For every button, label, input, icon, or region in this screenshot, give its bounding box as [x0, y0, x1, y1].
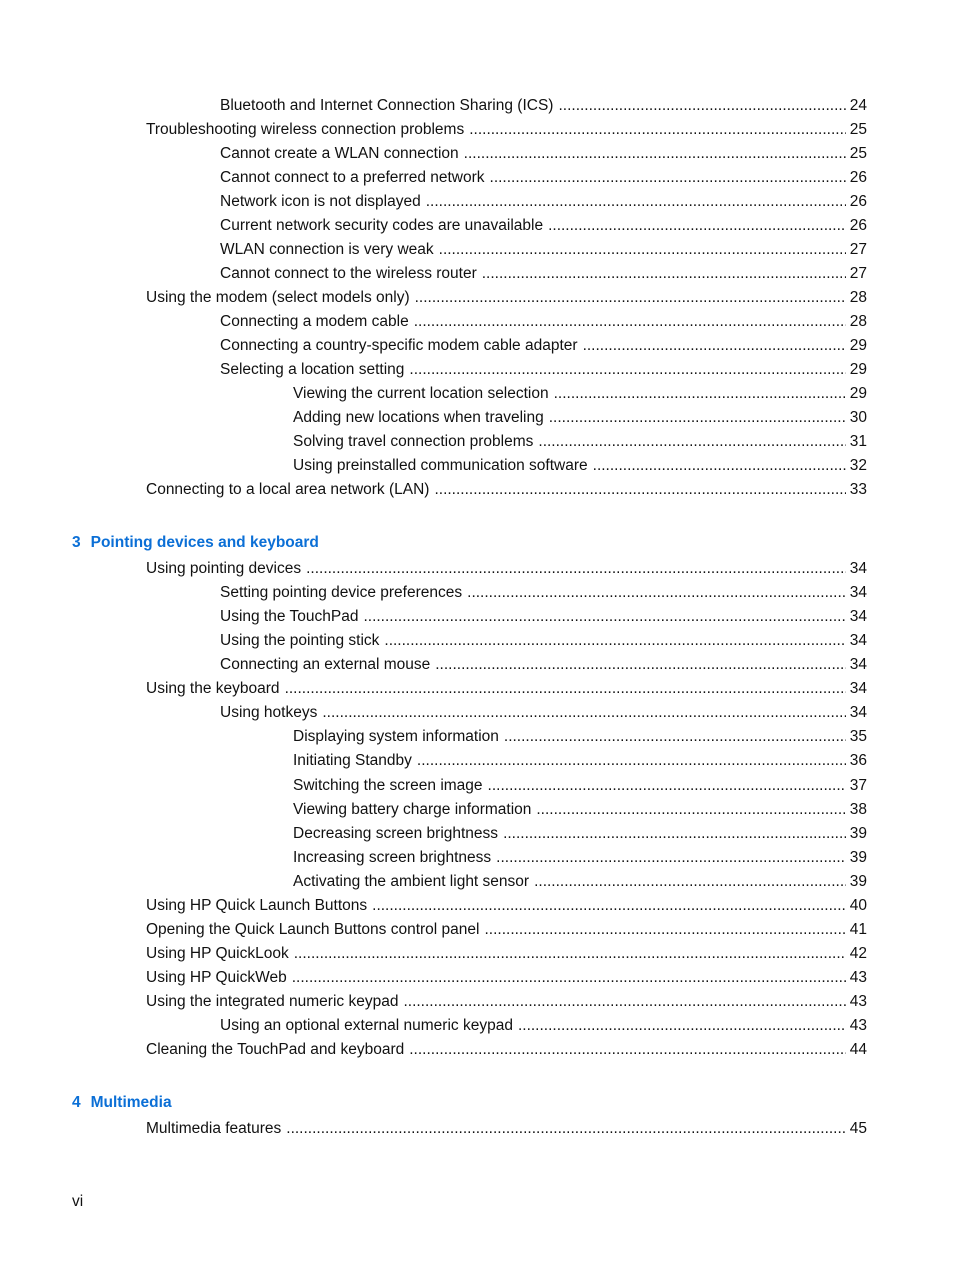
chapter-number: 4	[72, 1094, 81, 1111]
page-number: vi	[72, 1193, 84, 1210]
toc-entry-title: Cannot connect to the wireless router	[220, 265, 477, 282]
toc-entry-title: Using the integrated numeric keypad	[146, 993, 399, 1010]
toc-entry-page: 43	[849, 993, 867, 1010]
toc-entry[interactable]	[146, 480, 867, 500]
dot-leader	[434, 480, 845, 500]
toc-entry[interactable]	[293, 751, 867, 771]
toc-entry[interactable]	[293, 776, 867, 796]
toc-entry-page: 43	[849, 969, 867, 986]
toc-entry-title: Cleaning the TouchPad and keyboard	[146, 1041, 405, 1058]
toc-entry-page: 34	[849, 560, 867, 577]
toc-entry-page: 26	[849, 217, 867, 234]
toc-entry-title: Multimedia features	[146, 1120, 282, 1137]
dot-leader	[490, 168, 846, 188]
toc-entry-page: 31	[849, 433, 867, 450]
toc-entry[interactable]	[293, 408, 867, 428]
dot-leader	[488, 776, 846, 796]
dot-leader	[583, 336, 846, 356]
dot-leader	[464, 144, 846, 164]
dot-leader	[534, 872, 846, 892]
dot-leader	[554, 384, 846, 404]
dot-leader	[549, 408, 846, 428]
toc-entry[interactable]	[220, 703, 867, 723]
toc-entry[interactable]	[293, 872, 867, 892]
dot-leader	[518, 1016, 846, 1036]
dot-leader	[363, 607, 845, 627]
toc-entry-page: 30	[849, 409, 867, 426]
toc-entry-title: Viewing the current location selection	[293, 385, 549, 402]
dot-leader	[414, 312, 846, 332]
toc-entry-title: Setting pointing device preferences	[220, 584, 463, 601]
dot-leader	[439, 240, 846, 260]
toc-entry-title: Current network security codes are unavailable	[220, 217, 544, 234]
dot-leader	[409, 1040, 846, 1060]
toc-entry-page: 28	[849, 289, 867, 306]
toc-entry-page: 26	[849, 169, 867, 186]
toc-entry-page: 39	[849, 849, 867, 866]
dot-leader	[496, 848, 846, 868]
toc-entry-page: 34	[849, 584, 867, 601]
dot-leader	[426, 192, 846, 212]
toc-entry-page: 26	[849, 193, 867, 210]
dot-leader	[503, 824, 846, 844]
toc-entry[interactable]	[146, 1040, 867, 1060]
toc-entry-title: Opening the Quick Launch Buttons control panel	[146, 921, 480, 938]
toc-entry-title: Using the pointing stick	[220, 632, 380, 649]
toc-entry-page: 27	[849, 241, 867, 258]
toc-entry-page: 34	[849, 608, 867, 625]
toc-entry[interactable]	[220, 1016, 867, 1036]
dot-leader	[536, 800, 845, 820]
toc-entry-page: 24	[849, 97, 867, 114]
dot-leader	[484, 920, 845, 940]
toc-entry-title: Using hotkeys	[220, 704, 318, 721]
toc-entry[interactable]	[220, 336, 867, 356]
toc-entry[interactable]	[293, 456, 867, 476]
toc-entry[interactable]	[220, 96, 867, 116]
toc-entry-page: 29	[849, 385, 867, 402]
toc-entry-title: Using HP QuickWeb	[146, 969, 287, 986]
toc-entry-page: 25	[849, 121, 867, 138]
toc-entry-title: Connecting a modem cable	[220, 313, 409, 330]
toc-entry-page: 27	[849, 265, 867, 282]
toc-entry-title: Using the keyboard	[146, 680, 280, 697]
dot-leader	[469, 120, 846, 140]
toc-entry-page: 36	[849, 752, 867, 769]
toc-entry-page: 37	[849, 777, 867, 794]
chapter-heading[interactable]	[72, 533, 319, 553]
dot-leader	[417, 751, 846, 771]
toc-entry[interactable]	[293, 800, 867, 820]
toc-entry-title: Connecting an external mouse	[220, 656, 431, 673]
toc-entry-title: Network icon is not displayed	[220, 193, 421, 210]
toc-entry-page: 40	[849, 897, 867, 914]
toc-entry-page: 32	[849, 457, 867, 474]
dot-leader	[403, 992, 845, 1012]
toc-entry[interactable]	[293, 824, 867, 844]
toc-entry-title: Connecting a country-specific modem cable adapter	[220, 337, 578, 354]
toc-entry-title: Viewing battery charge information	[293, 801, 532, 818]
dot-leader	[435, 655, 846, 675]
toc-entry[interactable]	[220, 360, 867, 380]
toc-entry[interactable]	[220, 144, 867, 164]
toc-entry-page: 45	[849, 1120, 867, 1137]
toc-entry-title: Solving travel connection problems	[293, 433, 534, 450]
toc-entry-title: Troubleshooting wireless connection problems	[146, 121, 465, 138]
toc-entry-page: 43	[849, 1017, 867, 1034]
toc-entry-title: Cannot create a WLAN connection	[220, 145, 459, 162]
toc-entry-page: 34	[849, 656, 867, 673]
dot-leader	[372, 896, 846, 916]
dot-leader	[285, 679, 846, 699]
chapter-title: Multimedia	[90, 1094, 172, 1111]
toc-entry-title: Switching the screen image	[293, 777, 483, 794]
toc-entry[interactable]	[220, 583, 867, 603]
toc-entry-page: 34	[849, 632, 867, 649]
toc-entry[interactable]	[146, 559, 867, 579]
dot-leader	[593, 456, 846, 476]
dot-leader	[292, 968, 846, 988]
toc-entry[interactable]	[146, 120, 867, 140]
toc-entry[interactable]	[293, 727, 867, 747]
dot-leader	[415, 288, 846, 308]
toc-entry[interactable]	[146, 968, 867, 988]
dot-leader	[384, 631, 845, 651]
toc-entry-title: Activating the ambient light sensor	[293, 873, 530, 890]
chapter-number: 3	[72, 534, 81, 551]
dot-leader	[409, 360, 845, 380]
dot-leader	[294, 944, 846, 964]
toc-entry-title: Using the modem (select models only)	[146, 289, 410, 306]
dot-leader	[504, 727, 846, 747]
toc-entry[interactable]	[220, 655, 867, 675]
toc-entry-title: Selecting a location setting	[220, 361, 405, 378]
toc-entry-page: 39	[849, 825, 867, 842]
toc-entry-title: Using preinstalled communication software	[293, 457, 588, 474]
toc-entry-title: Using pointing devices	[146, 560, 302, 577]
toc-entry[interactable]	[293, 384, 867, 404]
toc-entry-title: Initiating Standby	[293, 752, 412, 769]
toc-entry-title: Using the TouchPad	[220, 608, 359, 625]
toc-entry-title: Using HP QuickLook	[146, 945, 289, 962]
toc-entry[interactable]	[220, 264, 867, 284]
dot-leader	[306, 559, 846, 579]
dot-leader	[558, 96, 845, 116]
toc-entry[interactable]	[146, 1119, 867, 1139]
toc-entry-page: 34	[849, 704, 867, 721]
toc-entry-title: Connecting to a local area network (LAN)	[146, 481, 430, 498]
toc-entry[interactable]	[146, 288, 867, 308]
dot-leader	[286, 1119, 845, 1139]
toc-entry-page: 44	[849, 1041, 867, 1058]
toc-entry-title: Decreasing screen brightness	[293, 825, 499, 842]
toc-entry-page: 35	[849, 728, 867, 745]
toc-entry-title: Cannot connect to a preferred network	[220, 169, 485, 186]
toc-entry[interactable]	[146, 920, 867, 940]
toc-entry-title: Adding new locations when traveling	[293, 409, 544, 426]
toc-entry[interactable]	[146, 896, 867, 916]
toc-entry-title: Displaying system information	[293, 728, 499, 745]
toc-entry[interactable]	[146, 992, 867, 1012]
toc-entry[interactable]	[293, 848, 867, 868]
toc-entry-page: 42	[849, 945, 867, 962]
toc-entry[interactable]	[293, 432, 867, 452]
dot-leader	[482, 264, 846, 284]
toc-entry-page: 29	[849, 337, 867, 354]
dot-leader	[538, 432, 845, 452]
toc-entry-page: 25	[849, 145, 867, 162]
toc-entry-page: 28	[849, 313, 867, 330]
toc-entry[interactable]	[146, 944, 867, 964]
toc-entry-page: 41	[849, 921, 867, 938]
toc-entry-page: 29	[849, 361, 867, 378]
toc-entry[interactable]	[220, 192, 867, 212]
toc-entry[interactable]	[220, 240, 867, 260]
toc-entry[interactable]	[220, 168, 867, 188]
toc-entry[interactable]	[220, 631, 867, 651]
dot-leader	[467, 583, 846, 603]
dot-leader	[548, 216, 846, 236]
toc-entry-title: WLAN connection is very weak	[220, 241, 434, 258]
toc-entry-page: 33	[849, 481, 867, 498]
toc-entry[interactable]	[220, 312, 867, 332]
toc-entry-page: 39	[849, 873, 867, 890]
toc-entry-title: Using an optional external numeric keypad	[220, 1017, 513, 1034]
toc-entry-title: Using HP Quick Launch Buttons	[146, 897, 368, 914]
dot-leader	[322, 703, 845, 723]
toc-entry-title: Increasing screen brightness	[293, 849, 492, 866]
chapter-title: Pointing devices and keyboard	[90, 534, 319, 551]
toc-entry[interactable]	[146, 679, 867, 699]
toc-entry[interactable]	[220, 607, 867, 627]
chapter-heading[interactable]	[72, 1093, 172, 1113]
toc-entry-page: 38	[849, 801, 867, 818]
toc-entry-page: 34	[849, 680, 867, 697]
toc-entry-title: Bluetooth and Internet Connection Sharing (ICS)	[220, 97, 554, 114]
toc-entry[interactable]	[220, 216, 867, 236]
